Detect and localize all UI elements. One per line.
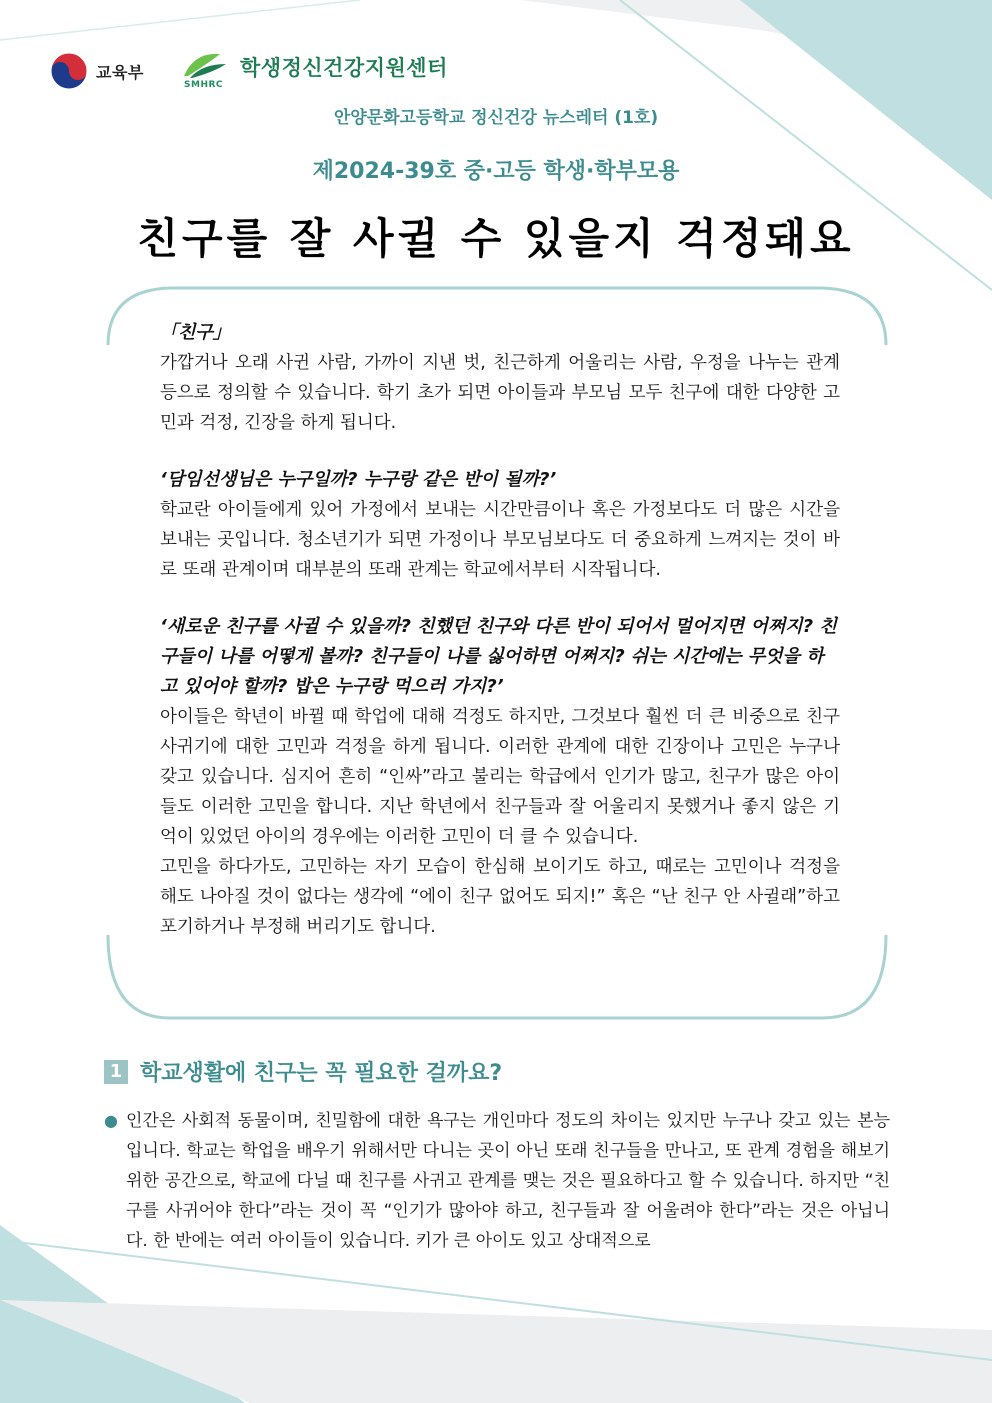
- section-title: 학교생활에 친구는 꼭 필요한 걸까요?: [140, 1061, 503, 1086]
- issue-number: 제2024-39호 중·고등 학생·학부모용: [312, 159, 680, 184]
- quote-heading: ‘새로운 친구를 사귈 수 있을까? 친했던 친구와 다른 반이 되어서 멀어지면 어쩌지? 친구들이 나를 어떻게 볼까? 친구들이 나를 싫어하면 어쩌지? 쉬는 시간에는 무엇을 하고 있어야 할까? 밥은 누구랑 먹으러 가지?’: [160, 616, 837, 697]
- quote-heading: 「친구」: [160, 322, 231, 343]
- taegeuk-icon: [50, 52, 88, 90]
- quote-heading: ‘담임선생님은 누구일까? 누구랑 같은 반이 될까?’: [160, 469, 557, 490]
- bullet-icon: ●: [104, 1111, 118, 1130]
- intro-paragraph: 학교란 아이들에게 있어 가정에서 보내는 시간만큼이나 혹은 가정보다도 더 많은 시간을 보내는 곳입니다. 청소년기가 되면 가정이나 부모님보다도 더 중요하게 느껴지는 것이 바로 또래 관계이며 대부분의 또래 관계는 학교에서부터 시작됩니다.: [160, 500, 840, 580]
- page-title: 친구를 잘 사귈 수 있을지 걱정돼요: [137, 214, 855, 263]
- newsletter-subtitle: 안양문화고등학교 정신건강 뉴스레터 (1호): [333, 108, 659, 128]
- section-number-badge: 1: [104, 1060, 128, 1084]
- section-heading: [104, 1056, 502, 1087]
- ministry-name: 교육부: [96, 62, 144, 82]
- center-abbr: SMHRC: [184, 80, 224, 90]
- center-logo: [180, 50, 448, 92]
- intro-paragraph: 가깝거나 오래 사귄 사람, 가까이 지낸 벗, 친근하게 어울리는 사람, 우정을 나누는 관계 등으로 정의할 수 있습니다. 학기 초가 되면 아이들과 부모님 모두 친구에 대한 다양한 고민과 걱정, 긴장을 하게 됩니다.: [160, 353, 840, 433]
- bullet-item: [104, 1106, 890, 1256]
- intro-paragraph: 아이들은 학년이 바뀔 때 학업에 대해 걱정도 하지만, 그것보다 훨씬 더 큰 비중으로 친구 사귀기에 대한 고민과 걱정을 하게 됩니다. 이러한 관계에 대한 긴장이나 고민은 누구나 갖고 있습니다. 심지어 흔히 “인싸”라고 불리는 학급에서 인기가 많고, 친구가 많은 아이들도 이러한 고민을 합니다. 지난 학년에서 친구들과 잘 어울리지 못했거나 좋지 않은 기억이 있었던 아이의 경우에는 이러한 고민이 더 클 수 있습니다.: [160, 707, 840, 847]
- intro-box: [160, 318, 840, 942]
- bullet-text: 인간은 사회적 동물이며, 친밀함에 대한 욕구는 개인마다 정도의 차이는 있지만 누구나 갖고 있는 본능입니다. 학교는 학업을 배우기 위해서만 다니는 곳이 아닌 또래 친구들을 만나고, 또 관계 경험을 해보기 위한 공간으로, 학교에 다닐 때 친구를 사귀고 관계를 맺는 것은 필요하다고 할 수 있습니다. 하지만 “친구를 사귀어야 한다”라는 것이 꼭 “인기가 많아야 하고, 친구들과 잘 어울려야 한다”라는 것은 아닙니다. 한 반에는 여러 아이들이 있습니다. 키가 큰 아이도 있고 상대적으로: [126, 1111, 890, 1251]
- leaf-icon: [180, 50, 228, 80]
- center-name: 학생정신건강지원센터: [240, 56, 448, 80]
- intro-paragraph: 고민을 하다가도, 고민하는 자기 모습이 한심해 보이기도 하고, 때로는 고민이나 걱정을 해도 나아질 것이 없다는 생각에 “에이 친구 없어도 되지!” 혹은 “난 친구 안 사귈래”하고 포기하거나 부정해 버리기도 합니다.: [160, 857, 840, 937]
- ministry-logo: [50, 52, 144, 90]
